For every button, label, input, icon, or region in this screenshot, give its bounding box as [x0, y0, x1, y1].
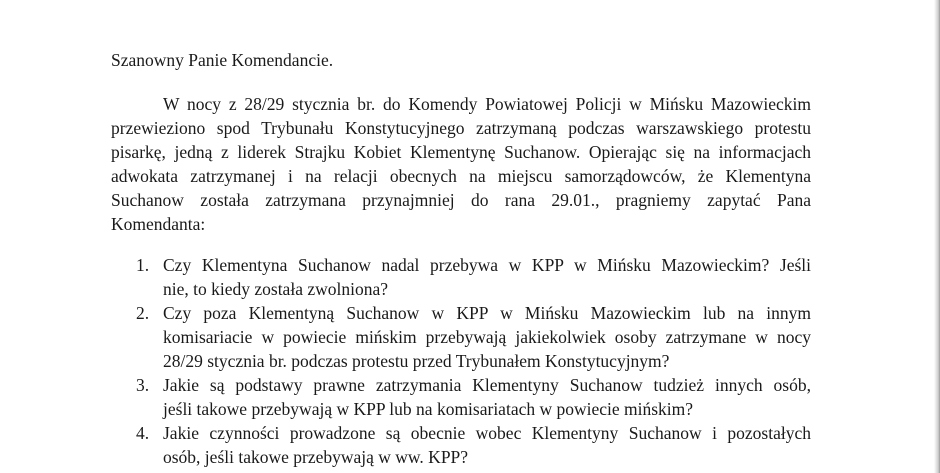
salutation: Szanowny Panie Komendancie.	[111, 50, 334, 70]
question-number: 4.	[136, 423, 150, 443]
intro-line: przewieziono spod Trybunału Konstytucyjnego zatrzymaną podczas warszawskiego protestu	[111, 118, 811, 138]
question-line: 28/29 stycznia br. podczas protestu przed Trybunałem Konstytucyjnym?	[163, 351, 670, 371]
question-line: Jakie czynności prowadzone są obecnie wobec Klementyny Suchanow i pozostałych	[163, 423, 811, 443]
question-line: Czy poza Klementyną Suchanow w KPP w Mińsku Mazowieckim lub na innym	[163, 303, 811, 323]
question-line: nie, to kiedy została zwolniona?	[163, 279, 388, 299]
question-number: 2.	[136, 303, 150, 323]
question-line: Jakie są podstawy prawne zatrzymania Klementyny Suchanow tudzież innych osób,	[163, 375, 811, 395]
question-number: 3.	[136, 375, 150, 395]
question-number: 1.	[136, 255, 150, 275]
intro-line: W nocy z 28/29 stycznia br. do Komendy Powiatowej Policji w Mińsku Mazowieckim	[163, 94, 811, 114]
question-line: komisariacie w powiecie mińskim przebywają jakiekolwiek osoby zatrzymane w nocy	[163, 327, 811, 347]
question-line: jeśli takowe przebywają w KPP lub na komisariatach w powiecie mińskim?	[163, 399, 694, 419]
question-line: osób, jeśli takowe przebywają w ww. KPP?	[163, 447, 469, 467]
intro-line: adwokata zatrzymanej i na relacji obecnych na miejscu samorządowców, że Klementyna	[111, 166, 811, 186]
intro-line: Suchanow została zatrzymana przynajmniej do rana 29.01., pragniemy zapytać Pana	[111, 190, 811, 210]
intro-line: Komendanta:	[111, 214, 206, 234]
page-edge-shadow	[934, 0, 940, 473]
intro-line: pisarkę, jedną z liderek Strajku Kobiet Klementynę Suchanow. Opierając się na informacjach	[111, 142, 811, 162]
question-line: Czy Klementyna Suchanow nadal przebywa w KPP w Mińsku Mazowieckim? Jeśli	[163, 255, 811, 275]
